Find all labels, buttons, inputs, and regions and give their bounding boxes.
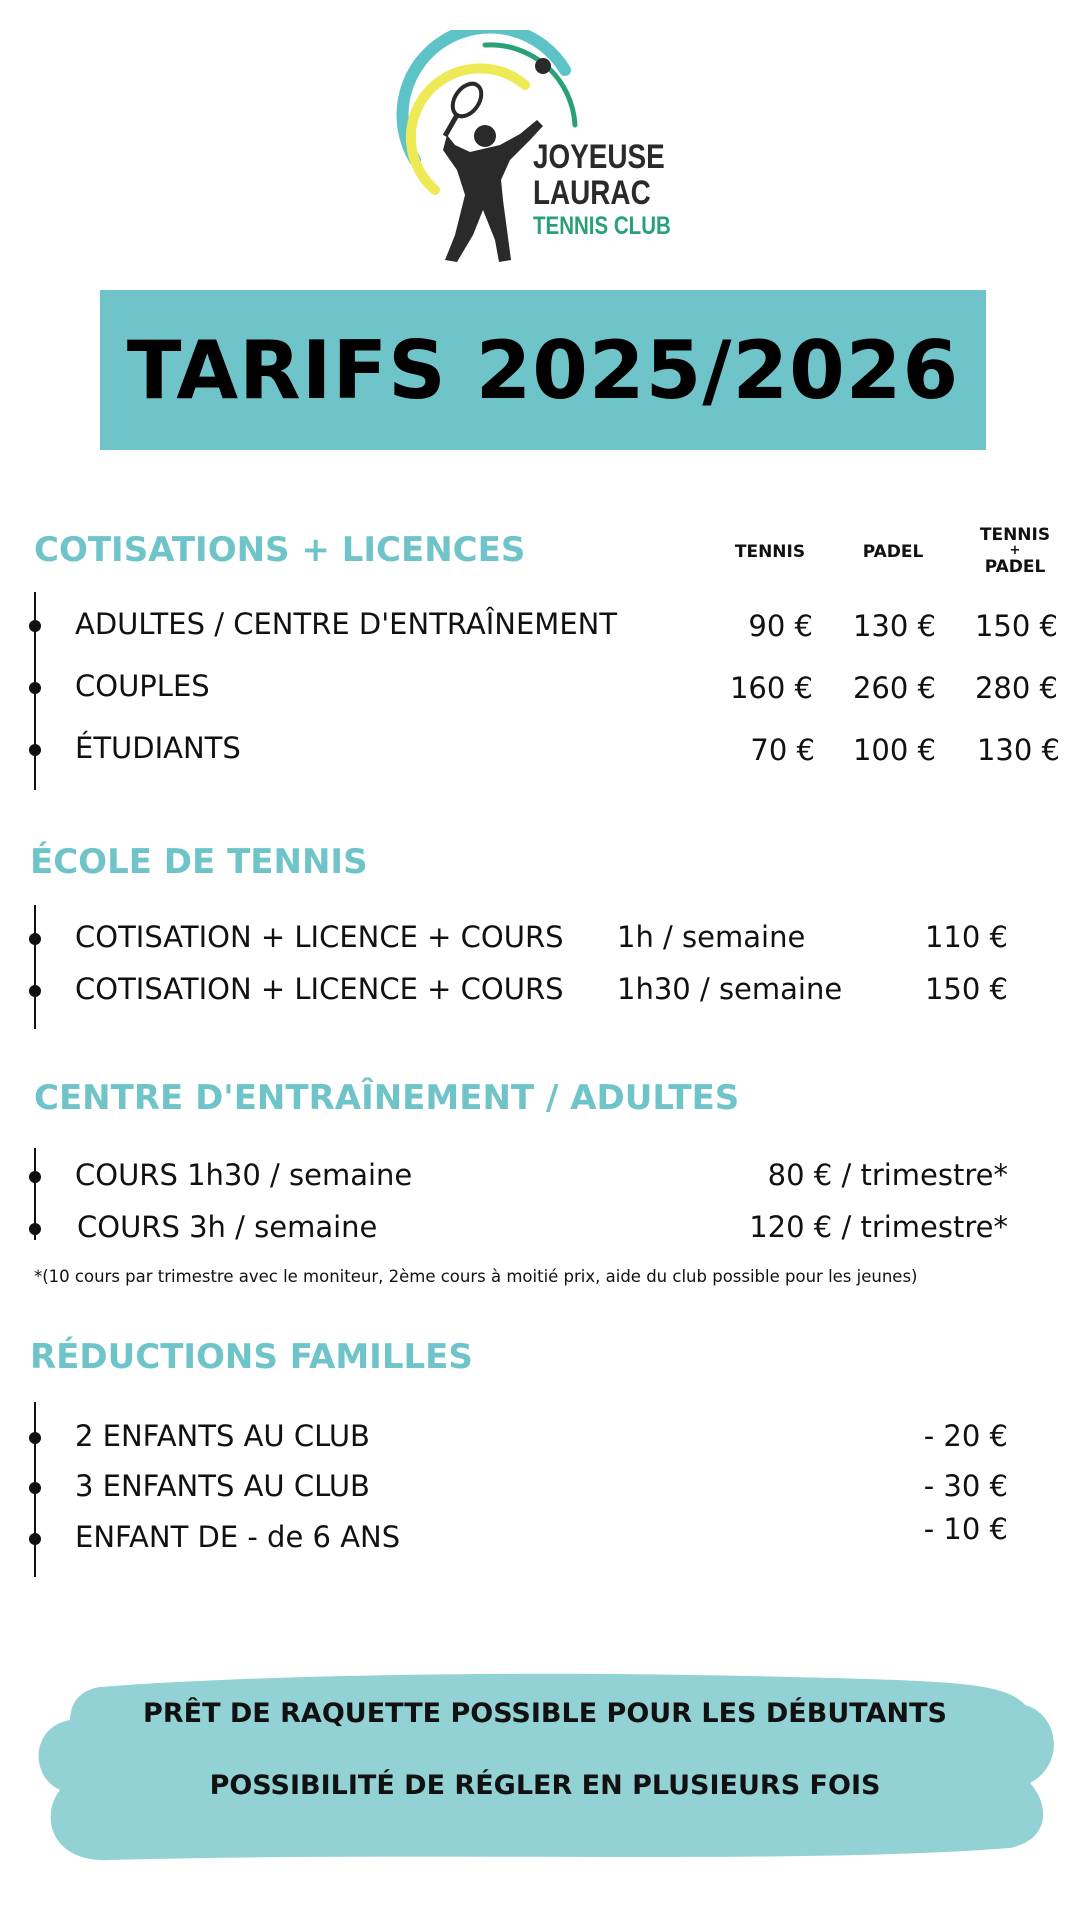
logo-text-line2: LAURAC	[533, 174, 651, 212]
row-detail: 1h30 / semaine	[617, 972, 843, 1006]
row-detail: 1h / semaine	[617, 920, 806, 954]
row-label: ENFANT DE - de 6 ANS	[75, 1520, 401, 1554]
footnote: *(10 cours par trimestre avec le moniteur, 2ème cours à moitié prix, aide du club possible pour les jeunes)	[34, 1267, 918, 1286]
row-label: 3 ENFANTS AU CLUB	[75, 1469, 370, 1503]
row-label: COTISATION + LICENCE + COURS	[75, 920, 564, 954]
col-header-tennis-padel-line2: +	[1009, 543, 1021, 558]
col-header-tennis: TENNIS	[734, 542, 806, 562]
bullet-icon	[29, 744, 41, 756]
row-price: 150 €	[924, 972, 1008, 1006]
bullet-icon	[29, 933, 41, 945]
row-label: COUPLES	[75, 669, 210, 703]
price-tennis-padel: 130 €	[976, 733, 1060, 767]
row-price: 110 €	[924, 920, 1008, 954]
cotisations-title: COTISATIONS + LICENCES	[34, 530, 526, 570]
price-tennis: 160 €	[729, 671, 813, 705]
row-price: - 30 €	[923, 1469, 1008, 1503]
col-header-tennis-padel	[965, 525, 1065, 577]
logo-text-line1: JOYEUSE	[533, 138, 665, 176]
ecole-divider	[34, 905, 36, 1029]
bullet-icon	[29, 1482, 41, 1494]
bullet-icon	[29, 1223, 41, 1235]
bullet-icon	[29, 985, 41, 997]
col-header-padel: PADEL	[862, 542, 924, 562]
page-title: TARIFS 2025/2026	[126, 323, 960, 417]
row-label: COURS 1h30 / semaine	[75, 1158, 413, 1192]
row-price: - 20 €	[923, 1419, 1008, 1453]
title-banner	[100, 290, 986, 450]
row-label: COTISATION + LICENCE + COURS	[75, 972, 564, 1006]
price-padel: 130 €	[852, 609, 936, 643]
price-tennis: 90 €	[748, 609, 813, 643]
row-label: ADULTES / CENTRE D'ENTRAÎNEMENT	[75, 607, 618, 641]
bullet-icon	[29, 620, 41, 632]
price-tennis-padel: 280 €	[974, 671, 1058, 705]
info-line-racket-loan: PRÊT DE RAQUETTE POSSIBLE POUR LES DÉBUTANTS	[143, 1698, 947, 1729]
col-header-tennis-padel-line1: TENNIS	[979, 525, 1051, 545]
logo-text-line3: TENNIS CLUB	[533, 212, 671, 240]
price-padel: 100 €	[852, 733, 936, 767]
price-padel: 260 €	[852, 671, 936, 705]
row-price: - 10 €	[923, 1512, 1008, 1546]
col-header-tennis-padel-line3: PADEL	[984, 557, 1046, 577]
bullet-icon	[29, 1171, 41, 1183]
row-label: 2 ENFANTS AU CLUB	[75, 1419, 370, 1453]
row-label: COURS 3h / semaine	[77, 1210, 378, 1244]
bullet-icon	[29, 1432, 41, 1444]
club-logo	[395, 30, 685, 270]
ecole-title: ÉCOLE DE TENNIS	[30, 842, 368, 882]
price-tennis: 70 €	[750, 733, 815, 767]
info-line-payment-options: POSSIBILITÉ DE RÉGLER EN PLUSIEURS FOIS	[209, 1770, 881, 1801]
row-price: 120 € / trimestre*	[749, 1210, 1008, 1244]
bullet-icon	[29, 682, 41, 694]
bullet-icon	[29, 1533, 41, 1545]
centre-title: CENTRE D'ENTRAÎNEMENT / ADULTES	[34, 1078, 740, 1118]
row-label: ÉTUDIANTS	[75, 731, 241, 765]
info-banner-background	[30, 1665, 1060, 1865]
price-tennis-padel: 150 €	[974, 609, 1058, 643]
reductions-title: RÉDUCTIONS FAMILLES	[30, 1337, 473, 1377]
row-price: 80 € / trimestre*	[767, 1158, 1008, 1192]
